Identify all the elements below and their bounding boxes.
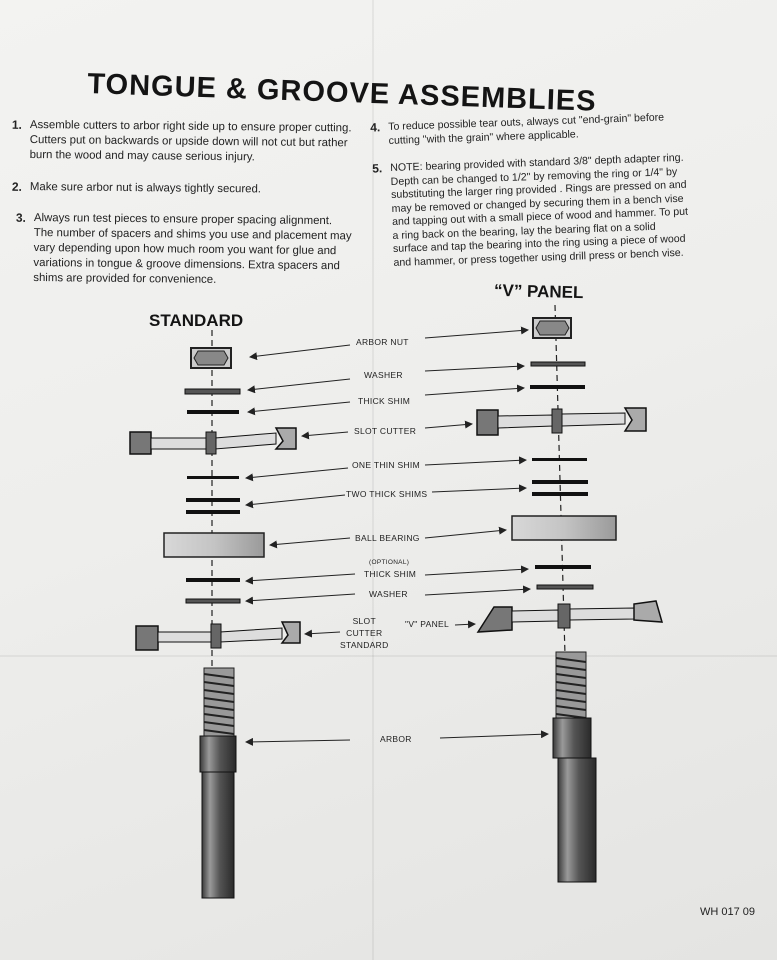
arbor-nut-vpanel [533,318,571,338]
instruction-text: To reduce possible tear outs, always cut "end-grain" before cutting "with the grain" where applicable. [388,111,665,147]
instruction-text: Make sure arbor nut is always tightly secured. [29,180,262,196]
instruction-number: 5. [371,161,383,176]
vpanel-cutter [478,601,662,632]
vpanel-heading: “V” PANEL [493,280,584,303]
thick-shim-b-standard [186,510,240,514]
standard-heading: STANDARD [149,311,244,330]
arbor-standard [200,668,236,898]
instruction-text: Assemble cutters to arbor right side up to ensure proper cutting. Cutters put on backwards or upside down will not cut but rather burn the wood and may cause serious injury. [29,118,352,164]
label-two-thick-shims: TWO THICK SHIMS [346,489,428,499]
part-number: WH 017 09 [700,906,756,918]
thick-shim-b-vpanel [532,492,588,496]
slot-cutter-standard-top [130,428,296,454]
slot-cutter-vpanel [477,408,646,435]
optional-thick-shim-vpanel [535,565,591,569]
slot-cutter-standard-bottom [136,622,300,650]
arbor-vpanel [553,652,596,882]
label-arbor-nut: ARBOR NUT [356,337,409,347]
thick-shim-a-standard [186,498,240,502]
standard-stack [130,330,300,898]
page-title: TONGUE & GROOVE ASSEMBLIES [86,68,598,118]
label-arbor: ARBOR [380,734,412,744]
label-slot-cutter-standard: SLOT CUTTER STANDARD [340,616,389,650]
ball-bearing-standard [164,533,264,557]
instruction-number: 4. [369,120,381,135]
thin-shim-vpanel [532,458,587,461]
label-optional: (OPTIONAL) [369,559,410,566]
label-one-thin-shim: ONE THIN SHIM [352,460,420,470]
label-thick-shim: THICK SHIM [358,396,411,406]
thick-shim-a-vpanel [532,480,588,484]
label-v-panel: "V" PANEL [405,619,450,629]
thin-shim-standard [187,476,239,479]
label-ball-bearing: BALL BEARING [355,533,420,543]
arbor-nut-standard [191,348,231,368]
label-washer: WASHER [364,370,403,380]
label-thick-shim-2: THICK SHIM [364,569,417,579]
thick-shim-standard [187,410,239,414]
instruction-text: NOTE: bearing provided with standard 3/8" depth adapter ring. Depth can be changed to 1/2" by removing the ring or 1/4" by substituting the larger ring provided . Rings are pressed on and may be removed or changed by securing them in a bench vise and tapping out with a small piece of wood and hammer. To put a ring back on the bearing, lay the bearing flat on a solid surface and tap the bearing into the ring using a piece of wood and hammer, or press together using drill press or bench vise. [390,151,689,269]
washer-2-vpanel [537,585,593,589]
thick-shim-vpanel [530,385,585,389]
instruction-number: 1. [11,117,23,132]
label-slot-cutter: SLOT CUTTER [354,426,417,436]
instruction-text: Always run test pieces to ensure proper spacing alignment. The number of spacers and shims you use and placement may vary depending upon how much room you want for glue and variations in tongue & groove dimensions. Extra spacers and shims are provided for convenience. [33,211,352,286]
ball-bearing-vpanel [512,516,616,540]
label-washer-2: WASHER [369,589,408,599]
instruction-number: 2. [11,179,23,194]
washer-standard [185,389,240,394]
washer-vpanel [531,362,585,366]
vpanel-stack [477,305,662,882]
instruction-number: 3. [15,210,27,225]
washer-2-standard [186,599,240,603]
optional-thick-shim-standard [186,578,240,582]
